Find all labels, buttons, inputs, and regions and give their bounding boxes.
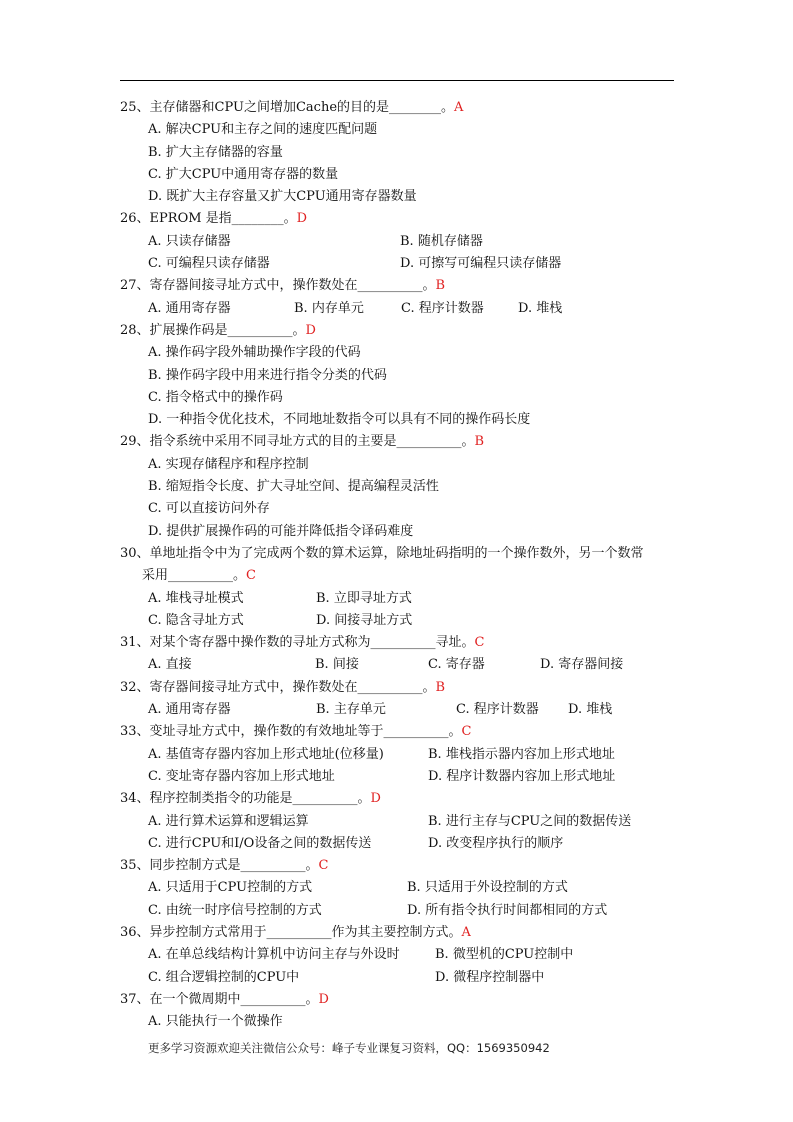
option-row: D. 提供扩展操作码的可能并降低指令译码难度 (148, 523, 414, 539)
question-stem: 27、寄存器间接寻址方式中，操作数处在__________。B (120, 278, 446, 294)
option-row: D. 一种指令优化技术，不同地址数指令可以具有不同的操作码长度 (148, 412, 531, 428)
question-stem: 31、对某个寄存器中操作数的寻址方式称为__________寻址。C (120, 635, 485, 651)
question-stem: 37、在一个微周期中__________。D (120, 991, 329, 1007)
question-stem: 34、程序控制类指令的功能是__________。D (120, 791, 381, 807)
question-stem: 35、同步控制方式是__________。C (120, 858, 329, 874)
option-row: A. 通用寄存器 B. 主存单元 C. 程序计数器 D. 堆栈 (148, 702, 613, 718)
option-row: B. 缩短指令长度、扩大寻址空间、提高编程灵活性 (148, 479, 439, 495)
option-row: A. 通用寄存器 B. 内存单元 C. 程序计数器 D. 堆栈 (148, 300, 563, 316)
option-row: C. 组合逻辑控制的CPU中 D. 微程序控制器中 (148, 969, 545, 985)
page-footer: 更多学习资源欢迎关注微信公众号：峰子专业课复习资料，QQ：1569350942 (148, 1041, 550, 1055)
option-row: A. 在单总线结构计算机中访问主存与外设时 B. 微型机的CPU控制中 (148, 947, 574, 963)
option-row: C. 可编程只读存储器 D. 可擦写可编程只读存储器 (148, 256, 562, 272)
option-row: A. 堆栈寻址模式 B. 立即寻址方式 (148, 590, 412, 606)
answer-key: A (454, 100, 464, 115)
option-row: C. 隐含寻址方式 D. 间接寻址方式 (148, 612, 413, 628)
option-row: A. 只能执行一个微操作 (148, 1014, 283, 1030)
question-stem: 29、指令系统中采用不同寻址方式的目的主要是__________。B (120, 434, 485, 450)
option-row: C. 扩大CPU中通用寄存器的数量 (148, 166, 339, 182)
option-row: D. 既扩大主存容量又扩大CPU通用寄存器数量 (148, 189, 417, 205)
answer-key: D (370, 791, 381, 807)
option-row: C. 变址寄存器内容加上形式地址 D. 程序计数器内容加上形式地址 (148, 768, 616, 784)
option-row: C. 进行CPU和I/O设备之间的数据传送 D. 改变程序执行的顺序 (148, 835, 564, 851)
question-stem: 30、单地址指令中为了完成两个数的算术运算，除地址码指明的一个操作数外，另一个数常 (120, 545, 644, 561)
answer-key: D (296, 211, 308, 227)
question-stem: 32、寄存器间接寻址方式中，操作数处在__________。B (120, 679, 446, 695)
option-row: A. 只读存储器 B. 随机存储器 (148, 233, 483, 249)
option-row: A. 直接 B. 间接 C. 寄存器 D. 寄存器间接 (148, 657, 624, 673)
answer-key: B (435, 278, 446, 294)
option-row: B. 扩大主存储器的容量 (148, 144, 283, 160)
answer-key: B (474, 434, 485, 450)
header-rule (120, 80, 674, 81)
answer-key: D (305, 322, 316, 338)
question-stem: 25、主存储器和CPU之间增加Cache的目的是________。A (120, 100, 464, 115)
option-row: C. 由统一时序信号控制的方式 D. 所有指令执行时间都相同的方式 (148, 902, 608, 918)
option-row: C. 可以直接访问外存 (148, 501, 270, 517)
option-row: A. 只适用于CPU控制的方式 B. 只适用于外设控制的方式 (148, 880, 568, 896)
answer-key: C (461, 724, 472, 740)
option-row: A. 操作码字段外辅助操作字段的代码 (148, 345, 361, 361)
question-stem: 33、变址寻址方式中，操作数的有效地址等于__________。C (120, 724, 472, 740)
option-row: A. 实现存储程序和程序控制 (148, 456, 309, 472)
question-stem: 28、扩展操作码是__________。D (120, 322, 316, 338)
question-stem-continued: 采用__________。C (142, 568, 256, 584)
answer-key: C (246, 568, 256, 584)
option-row: C. 指令格式中的操作码 (148, 389, 283, 405)
question-list (120, 97, 680, 1033)
answer-key: C (318, 858, 329, 874)
answer-key: C (474, 635, 485, 651)
question-stem: 26、EPROM 是指________。D (120, 211, 308, 227)
answer-key: B (435, 679, 446, 695)
answer-key: A (461, 924, 471, 940)
option-row: A. 基值寄存器内容加上形式地址(位移量) B. 堆栈指示器内容加上形式地址 (148, 746, 615, 762)
answer-key: D (318, 991, 329, 1007)
option-row: A. 解决CPU和主存之间的速度匹配问题 (148, 122, 378, 138)
option-row: B. 操作码字段中用来进行指令分类的代码 (148, 367, 387, 383)
question-stem: 36、异步控制方式常用于__________作为其主要控制方式。A (120, 924, 471, 940)
option-row: A. 进行算术运算和逻辑运算 B. 进行主存与CPU之间的数据传送 (148, 813, 632, 829)
